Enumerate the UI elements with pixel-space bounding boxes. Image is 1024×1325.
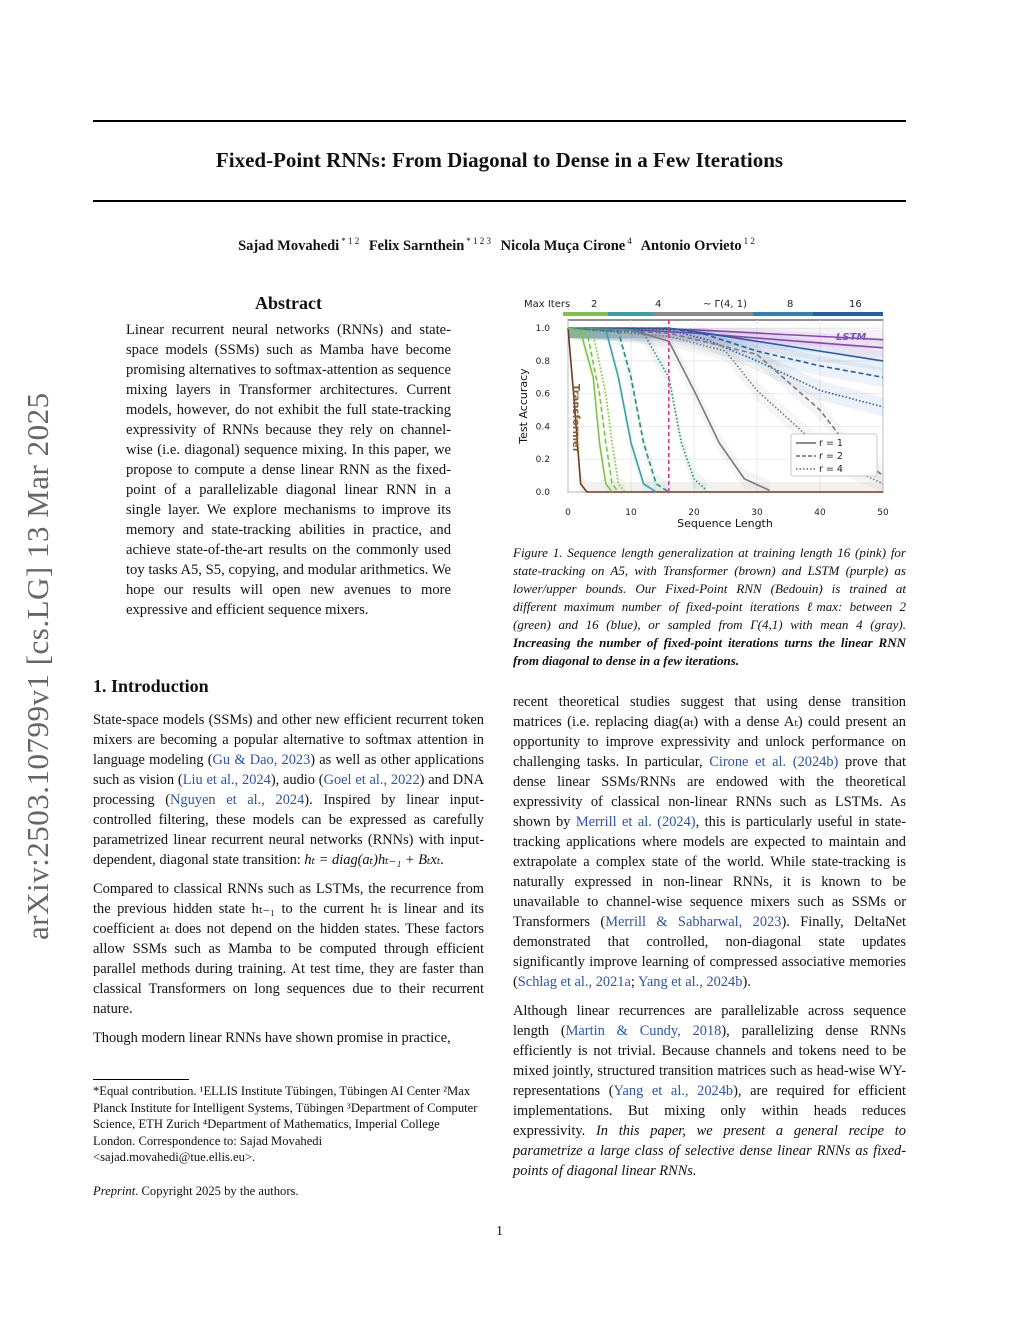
annotation-transformer: Transformer [570,384,581,453]
paragraph: recent theoretical studies suggest that using dense transition matrices (i.e. replacing diag(aₜ) with a dense Aₜ) could present an opportunity to improve expressivity and unlock performance on challenging tasks. In particular, Cirone et al. (2024b) prove that dense linear SSMs/RNNs are endowed with the theoretical expressivity of classical non-linear RNNs such as LSTMs. As shown by Merrill et al. (2024), this is particularly useful in state-tracking applications where models are expected to maintain and extrapolate a complex state of the world. While state-tracking is naturally expressed in non-linear RNNs, it is known to be unavailable to channel-wise sequence mixers such as SSMs or Transformers (Merrill & Sabharwal, 2023). Finally, DeltaNet demonstrated that controlled, non-diagonal state updates significantly improve learning of compressed associative memories (Schlag et al., 2021a; Yang et al., 2024b). [513,694,907,990]
paper-title: Fixed-Point RNNs: From Diagonal to Dense in a Few Iterations [215,148,784,172]
footnote-rule [93,1079,189,1080]
citation-link[interactable]: Schlag et al., 2021a [517,974,631,990]
paragraph: Although linear recurrences are parallelizable across sequence length (Martin & Cundy, 2018), parallelizing dense RNNs efficiently is not trivial. Because channels and tokens need to be mixed jointly, structured transition matrices such as head-wise WY-representations (Yang et al., 2024b), are required for efficient implementations. But mixing only within heads reduces expressivity. In this paper, we present a general recipe to parametrize a large class of selective dense linear RNNs as fixed-points of diagonal linear RNNs. [513,1003,907,1179]
footnote: *Equal contribution. ¹ELLIS Institute Tübingen, Tübingen AI Center ²Max Planck Institute for Intelligent Systems, Tübingen ³Department of Computer Science, ETH Zurich ⁴Department of Mathematics, Imperial College London. Correspondence to: Sajad Movahedi <sajad.movahedi@tue.ellis.eu>. [93,1084,478,1164]
y-tick-label: 0.4 [535,422,550,433]
equation: hₜ = diag(aₜ)hₜ₋₁ + Bₜxₜ. [304,852,445,868]
legend [791,434,877,476]
y-tick-label: 0.8 [535,356,550,367]
title-rule [93,200,906,202]
citation-link[interactable]: Merrill & Sabharwal, 2023 [605,914,782,930]
legend-entry: r = 1 [819,438,843,449]
x-tick-label: 10 [625,508,637,518]
colorbar-label: 8 [787,299,794,310]
paragraph: Compared to classical RNNs such as LSTMs, the recurrence from the previous hidden state hₜ₋₁ to the current hₜ is linear and its coefficient aₜ does not depend on the hidden states. These factors allow SSMs such as Mamba to be computed through efficient parallel methods during training. At test time, they are faster than classical Transformers on long sequences due to their recurrent nature. [93,881,484,1017]
preprint-note: Preprint. Copyright 2025 by the authors. [93,1184,299,1198]
x-tick-label: 30 [751,508,763,518]
paragraph: State-space models (SSMs) and other new efficient recurrent token mixers are becoming a popular alternative to softmax attention in language modeling (Gu & Dao, 2023) as well as other applications such as vision (Liu et al., 2024), audio (Goel et al., 2022) and DNA processing (Nguyen et al., 2024). Inspired by linear input-controlled filtering, these models can be expressed as carefully parametrized linear recurrent neural networks (RNNs) with input-dependent, diagonal state transition: hₜ = diag(aₜ)hₜ₋₁ + Bₜxₜ. [93,712,484,868]
y-tick-label: 0.6 [535,389,550,400]
author-list [93,236,906,255]
author-affiliation: * 1 2 3 [466,236,492,246]
annotation-lstm: LSTM [836,332,867,343]
colorbar-label: 16 [849,299,862,310]
top-rule [93,120,906,122]
author-affiliation: 1 2 [743,236,755,246]
citation-link[interactable]: Gu & Dao, 2023 [212,752,311,768]
x-axis-label: Sequence Length [677,517,773,530]
citation-link[interactable]: Liu et al., 2024 [182,772,271,788]
page-number: 1 [496,1224,503,1239]
right-column [513,692,906,1190]
colorbar-label: 4 [655,299,662,310]
figure-1-chart [513,292,906,536]
colorbar-label: ~ Γ(4, 1) [703,299,748,310]
paragraph: Though modern linear RNNs have shown promise in practice, [93,1030,451,1046]
legend-entry: r = 4 [819,464,843,475]
citation-link[interactable]: Nguyen et al., 2024 [170,792,305,808]
citation-link[interactable]: Merrill et al. (2024) [575,814,696,830]
author-name: Nicola Muça Cirone [500,237,626,254]
abstract-text: Linear recurrent neural networks (RNNs) and state-space models (SSMs) such as Mamba have become promising alternatives to softmax-attention as sequence mixing layers in Transformer architectures. Current models, however, do not exhibit the full state-tracking expressivity of RNNs because they rely on channel-wise (i.e. diagonal) sequence mixing. In this paper, we propose to compute a dense linear RNN as the fixed-point of a parallelizable diagonal linear RNN in a single layer. We explore mechanisms to improve its memory and state-tracking abilities in practice, and achieve state-of-the-art results on the commonly used toy tasks A5, S5, copying, and modular arithmetics. We hope our results will open new avenues to more expressive and efficient sequence mixers. [126,322,451,618]
colorbar-title: Max Iters [524,299,571,310]
citation-link[interactable]: Goel et al., 2022 [323,772,420,788]
author-name: Felix Sarnthein [368,237,465,254]
author-name: Sajad Movahedi [238,237,340,254]
y-tick-label: 0.0 [535,488,550,498]
citation-link[interactable]: Cirone et al. (2024b) [709,754,839,770]
x-tick-label: 20 [688,508,700,518]
abstract-heading: Abstract [255,293,322,313]
y-axis-label: Test Accuracy [517,368,530,444]
x-tick-label: 50 [877,508,889,518]
left-column [93,710,484,1057]
citation-link[interactable]: Yang et al., 2024b [613,1083,734,1099]
y-tick-label: 1.0 [535,324,550,335]
citation-link[interactable]: Martin & Cundy, 2018 [565,1023,722,1039]
colorbar-label: 2 [591,299,598,310]
legend-entry: r = 2 [819,451,843,462]
y-tick-label: 0.2 [535,455,550,466]
figure-caption: Figure 1. Sequence length generalization at training length 16 (pink) for state-tracking on A5, with Transformer (brown) and LSTM (purple) as lower/upper bounds. Our Fixed-Point RNN (Bedouin) is trained at different maximum number of fixed-point iterations ℓmax: between 2 (green) and 16 (blue), or sampled from Γ(4,1) with mean 4 (gray). Increasing the number of fixed-point iterations turns the linear RNN from diagonal to dense in a few iterations. [513,545,906,668]
author-affiliation: 4 [627,236,632,246]
author-affiliation: * 1 2 [341,236,360,246]
citation-link[interactable]: Yang et al., 2024b [637,974,743,990]
section-heading: 1. Introduction [93,676,209,696]
arxiv-stamp: arXiv:2503.10799v1 [cs.LG] 13 Mar 2025 [20,392,55,940]
author-name: Antonio Orvieto [640,237,742,254]
x-tick-label: 40 [814,508,826,518]
colorbar [563,312,883,316]
x-tick-label: 0 [565,508,571,518]
